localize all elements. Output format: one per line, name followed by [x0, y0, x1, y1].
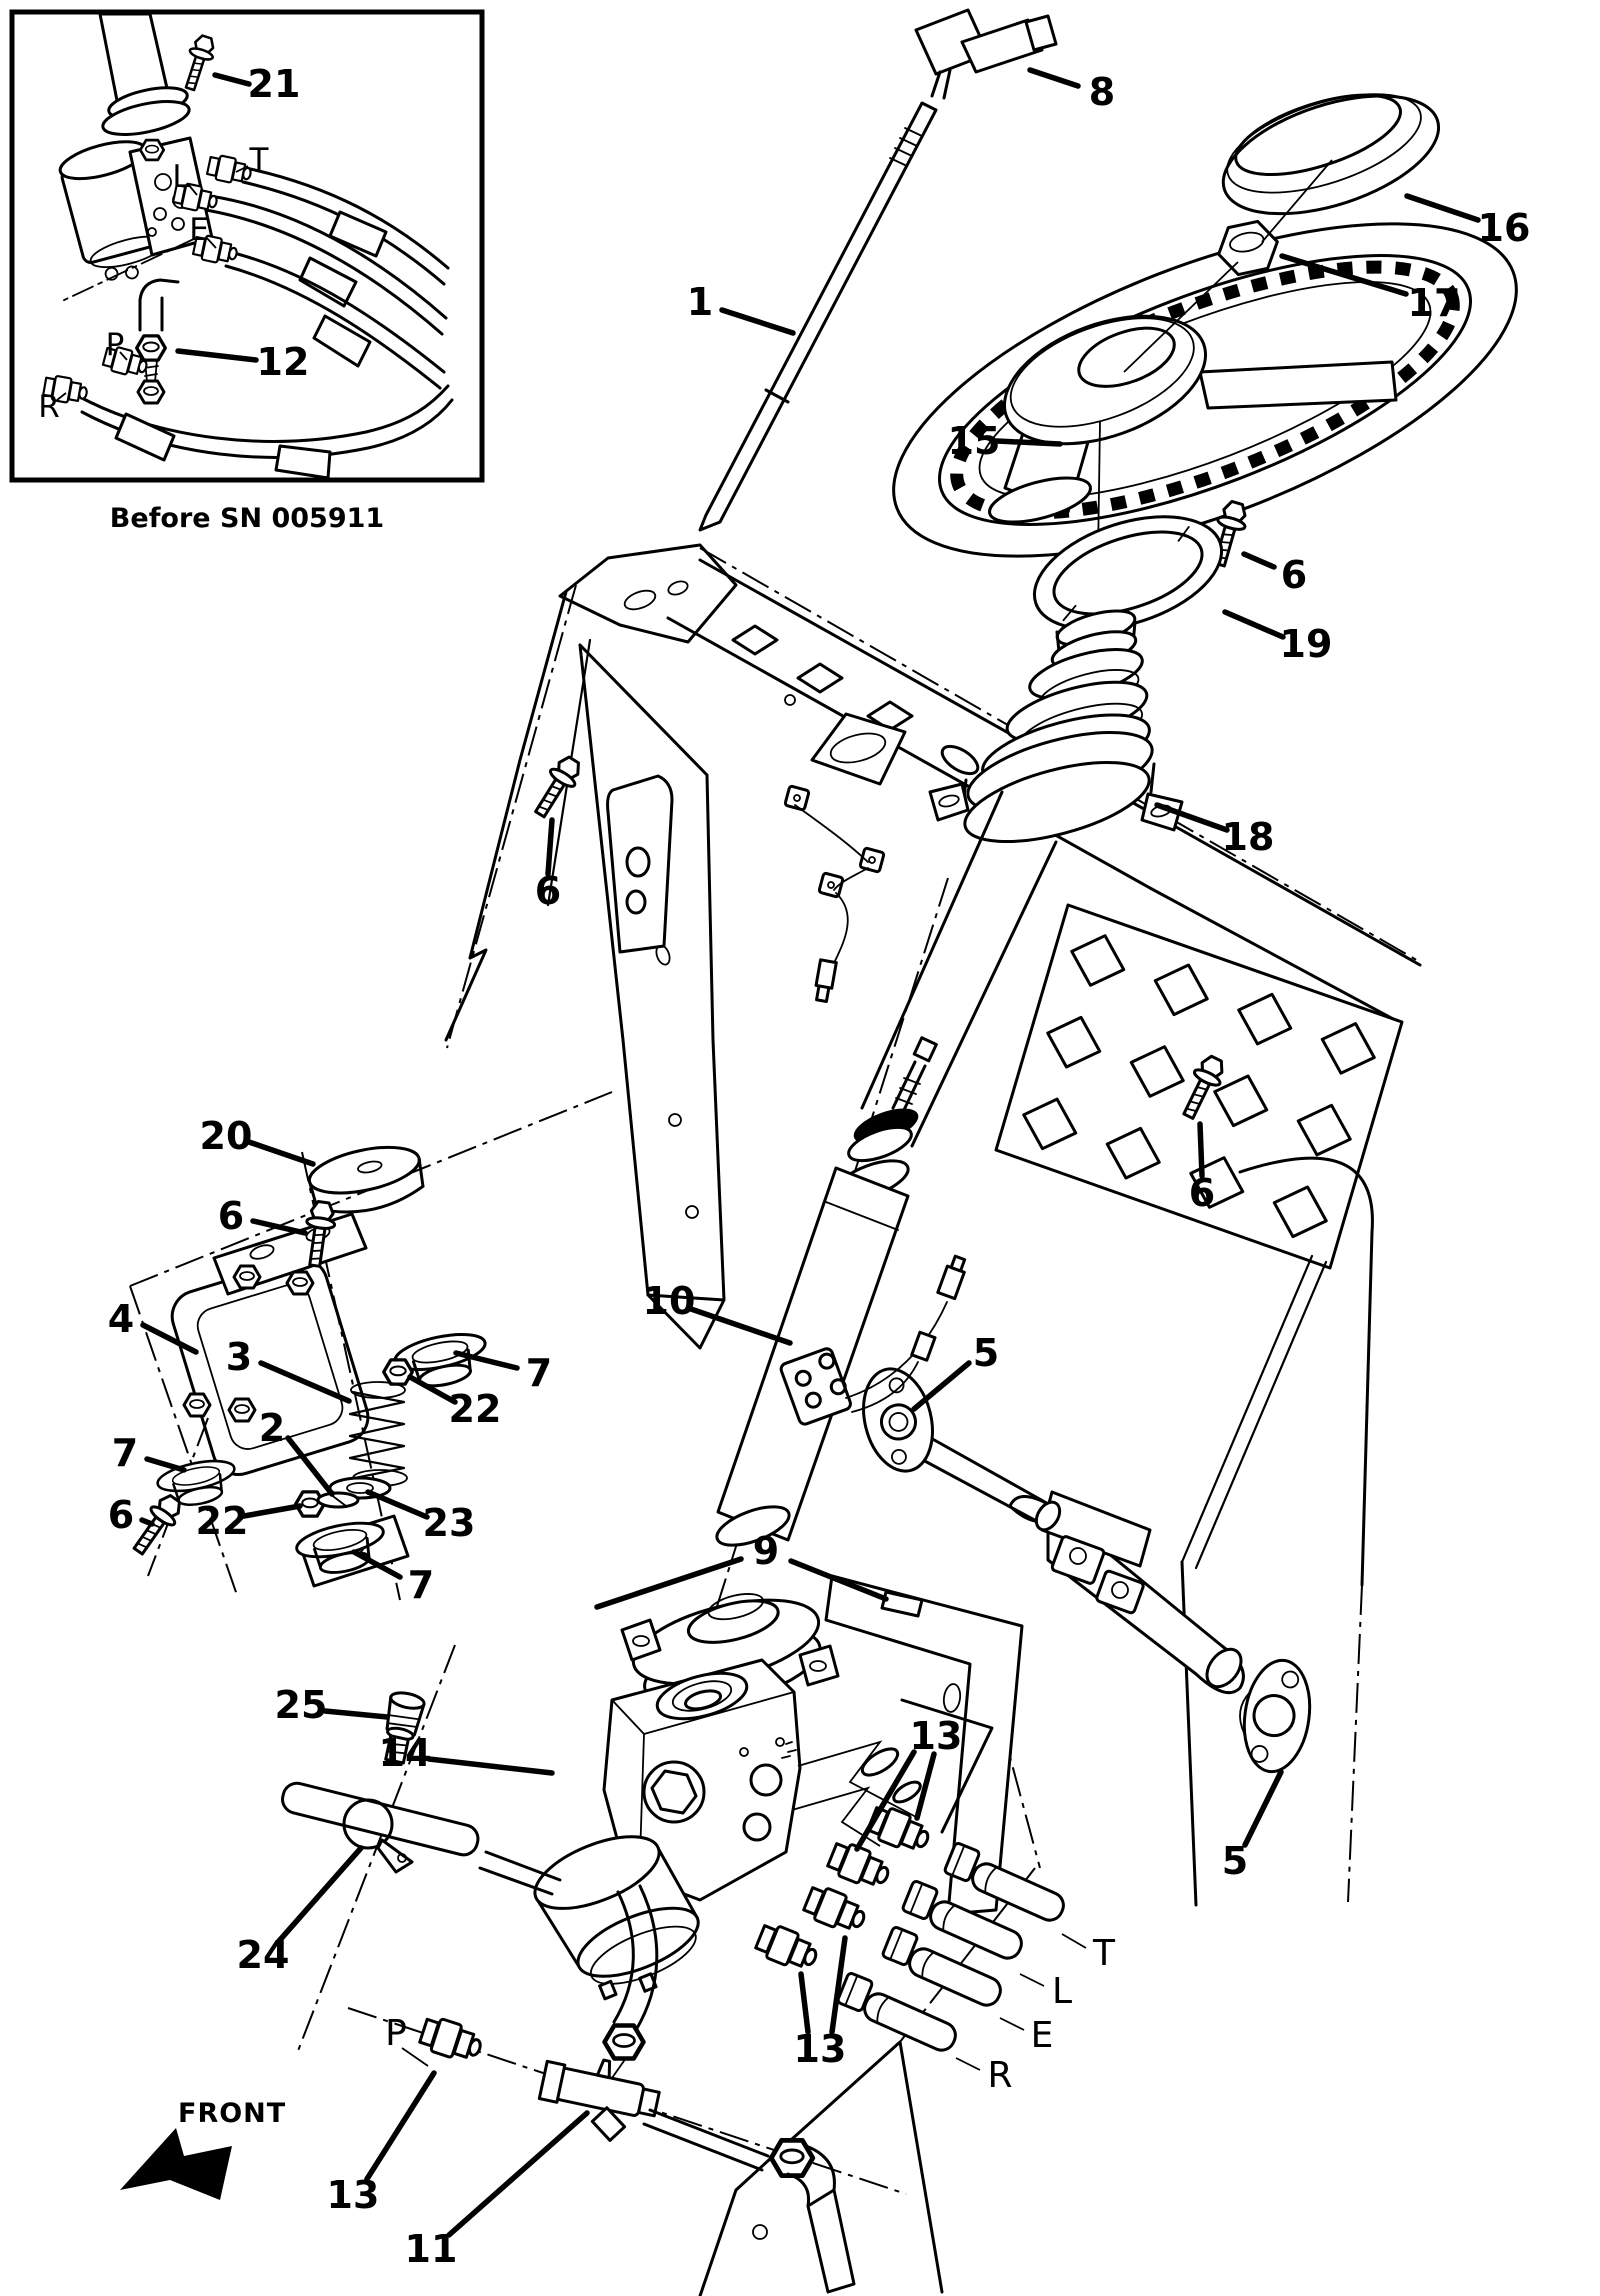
- callout-6: 6: [534, 869, 562, 913]
- p-port-fitting-13: [418, 2015, 485, 2066]
- steering-valve-14: [525, 1660, 800, 2016]
- callout-22: 22: [448, 1387, 502, 1431]
- leader-line-25: [325, 1711, 387, 1717]
- callout-7: 7: [111, 1431, 139, 1475]
- callout-8: 8: [1088, 70, 1116, 114]
- flange-bushing-lower-5: [1233, 1655, 1317, 1776]
- lock-washer-2: [318, 1493, 358, 1507]
- bolt-6-frame-left: [528, 753, 586, 822]
- callout-7: 7: [525, 1351, 553, 1395]
- port-leader-T: [1062, 1934, 1086, 1948]
- callout-3: 3: [225, 1335, 253, 1379]
- callout-21: 21: [247, 62, 301, 106]
- callout-7: 7: [407, 1563, 435, 1607]
- leader-line-8: [1030, 70, 1078, 86]
- leader-line-6: [1200, 1124, 1202, 1176]
- callout-6: 6: [1280, 553, 1308, 597]
- hydraulic-lines: [754, 1742, 1068, 2054]
- horn-cap-16: [1208, 69, 1453, 237]
- port-leader-R: [956, 2058, 980, 2070]
- leader-line-2: [288, 1438, 332, 1494]
- callout-2: 2: [258, 1406, 286, 1450]
- callout-9: 9: [752, 1529, 780, 1573]
- callout-25: 25: [274, 1683, 328, 1727]
- leader-line-16: [1407, 196, 1478, 220]
- flange-bushing-upper-5: [853, 1362, 942, 1479]
- port-label-R: R: [38, 389, 60, 425]
- leader-line-15: [997, 441, 1060, 444]
- callout-15: 15: [947, 419, 1001, 463]
- port-label-L: L: [1051, 1971, 1073, 2012]
- callout-13: 13: [793, 2027, 847, 2071]
- leader-line-20: [249, 1142, 313, 1164]
- leader-line-6: [253, 1221, 305, 1233]
- front-label: FRONT: [178, 2098, 287, 2129]
- callout-10: 10: [642, 1279, 696, 1323]
- front-direction: [120, 2098, 286, 2200]
- locknut-22-upper: [384, 1360, 413, 1384]
- leader-line-1: [722, 310, 793, 333]
- port-label-E: E: [189, 212, 209, 248]
- callout-20: 20: [199, 1114, 253, 1158]
- callout-11: 11: [404, 2227, 458, 2271]
- leader-line-5: [914, 1363, 969, 1409]
- callout-13: 13: [326, 2173, 380, 2217]
- callout-1: 1: [686, 280, 714, 324]
- spring-3: [350, 1382, 407, 1486]
- leader-line-22: [244, 1506, 300, 1516]
- callout-23: 23: [422, 1501, 476, 1545]
- callout-24: 24: [236, 1933, 290, 1977]
- leader-line-23: [368, 1492, 427, 1517]
- leader-line-13: [801, 1974, 808, 2032]
- valve-hex-plug: [644, 1762, 704, 1822]
- tee-fitting-11: [534, 2049, 664, 2149]
- shaft-flag-8: [916, 10, 1056, 98]
- port-label-P: P: [385, 2013, 407, 2054]
- callout-13: 13: [909, 1714, 963, 1758]
- callout-16: 16: [1477, 206, 1531, 250]
- callout-19: 19: [1279, 622, 1333, 666]
- callout-4: 4: [107, 1297, 135, 1341]
- callout-17: 17: [1407, 281, 1461, 325]
- callout-14: 14: [378, 1731, 432, 1775]
- leader-line-7: [147, 1459, 184, 1470]
- callout-6: 6: [217, 1194, 245, 1238]
- callout-5: 5: [972, 1331, 1000, 1375]
- leader-line-19: [1225, 612, 1283, 637]
- leader-line-6: [1244, 554, 1274, 567]
- port-label-R: R: [987, 2055, 1013, 2096]
- leader-line-6: [548, 820, 552, 874]
- front-arrow-icon: [120, 2128, 232, 2200]
- leader-line-14: [429, 1759, 552, 1773]
- port-label-T: T: [1093, 1933, 1115, 1974]
- boot-18: [930, 604, 1182, 857]
- port-leader-L: [1020, 1974, 1044, 1986]
- port-label-E: E: [1030, 2015, 1054, 2056]
- leader-line-13: [367, 2073, 434, 2179]
- leader-line-5: [1245, 1772, 1281, 1845]
- callout-6: 6: [1188, 1171, 1216, 1215]
- inset-caption: Before SN 005911: [109, 503, 385, 534]
- harness-clips: [785, 786, 884, 1002]
- port-label-T: T: [249, 142, 269, 178]
- callout-12: 12: [256, 340, 310, 384]
- port-label-L: L: [172, 159, 190, 195]
- callout-6: 6: [107, 1493, 135, 1537]
- callout-22: 22: [195, 1499, 249, 1543]
- leader-line-24: [279, 1848, 361, 1941]
- port-label-P: P: [105, 327, 125, 363]
- port-leader-E: [1000, 2018, 1024, 2030]
- callout-18: 18: [1221, 815, 1275, 859]
- callout-5: 5: [1221, 1839, 1249, 1883]
- leader-line-6: [142, 1520, 152, 1524]
- leader-line-11: [449, 2113, 587, 2235]
